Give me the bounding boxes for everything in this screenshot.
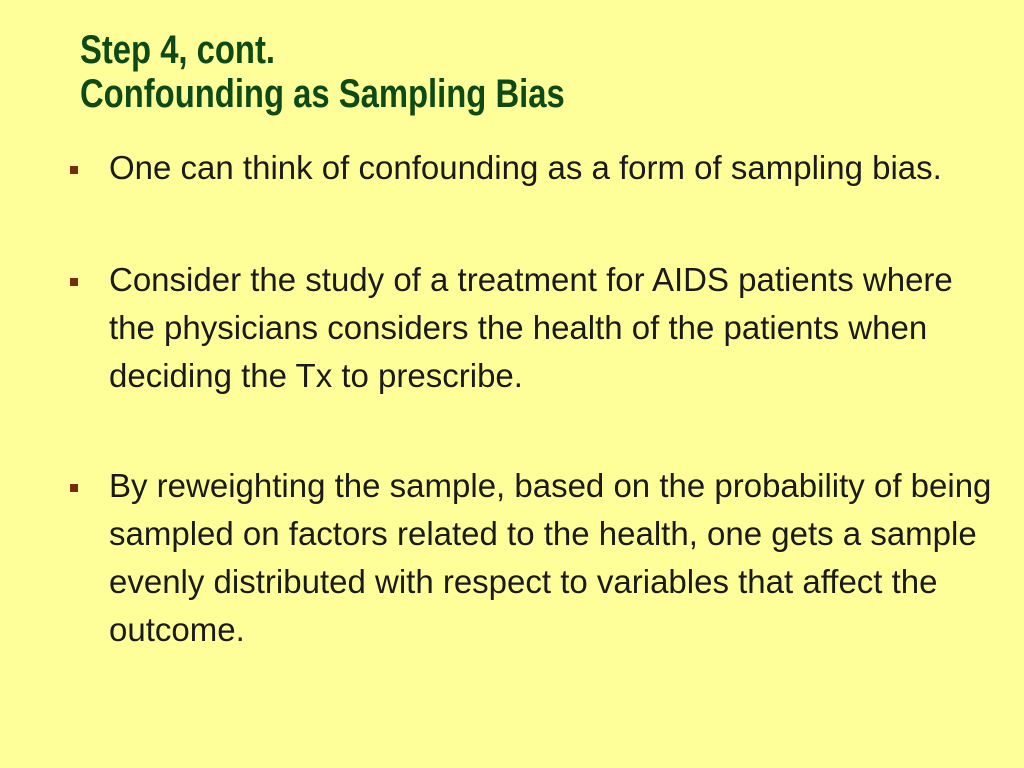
slide-title (80, 28, 818, 116)
bullet-text-1: One can think of confounding as a form of sampling bias. (109, 149, 942, 186)
bullet-text-3: By reweighting the sample, based on the probability of being sampled on factors related to the health, one gets a sample evenly distributed with respect to variables that affect the outcome. (109, 467, 992, 648)
bullet-item-1 (66, 144, 996, 192)
bullet-item-2 (66, 256, 996, 400)
bullet-item-3 (66, 462, 996, 654)
square-bullet-icon (70, 484, 78, 492)
bullet-text-2: Consider the study of a treatment for AIDS patients where the physicians considers the health of the patients when deciding the Tx to prescribe. (109, 261, 953, 394)
square-bullet-icon (70, 278, 78, 286)
square-bullet-icon (70, 166, 78, 174)
bullet-list (66, 144, 996, 654)
slide-title-line-2: Confounding as Sampling Bias (80, 72, 565, 116)
slide-title-line-1: Step 4, cont. (80, 28, 276, 72)
